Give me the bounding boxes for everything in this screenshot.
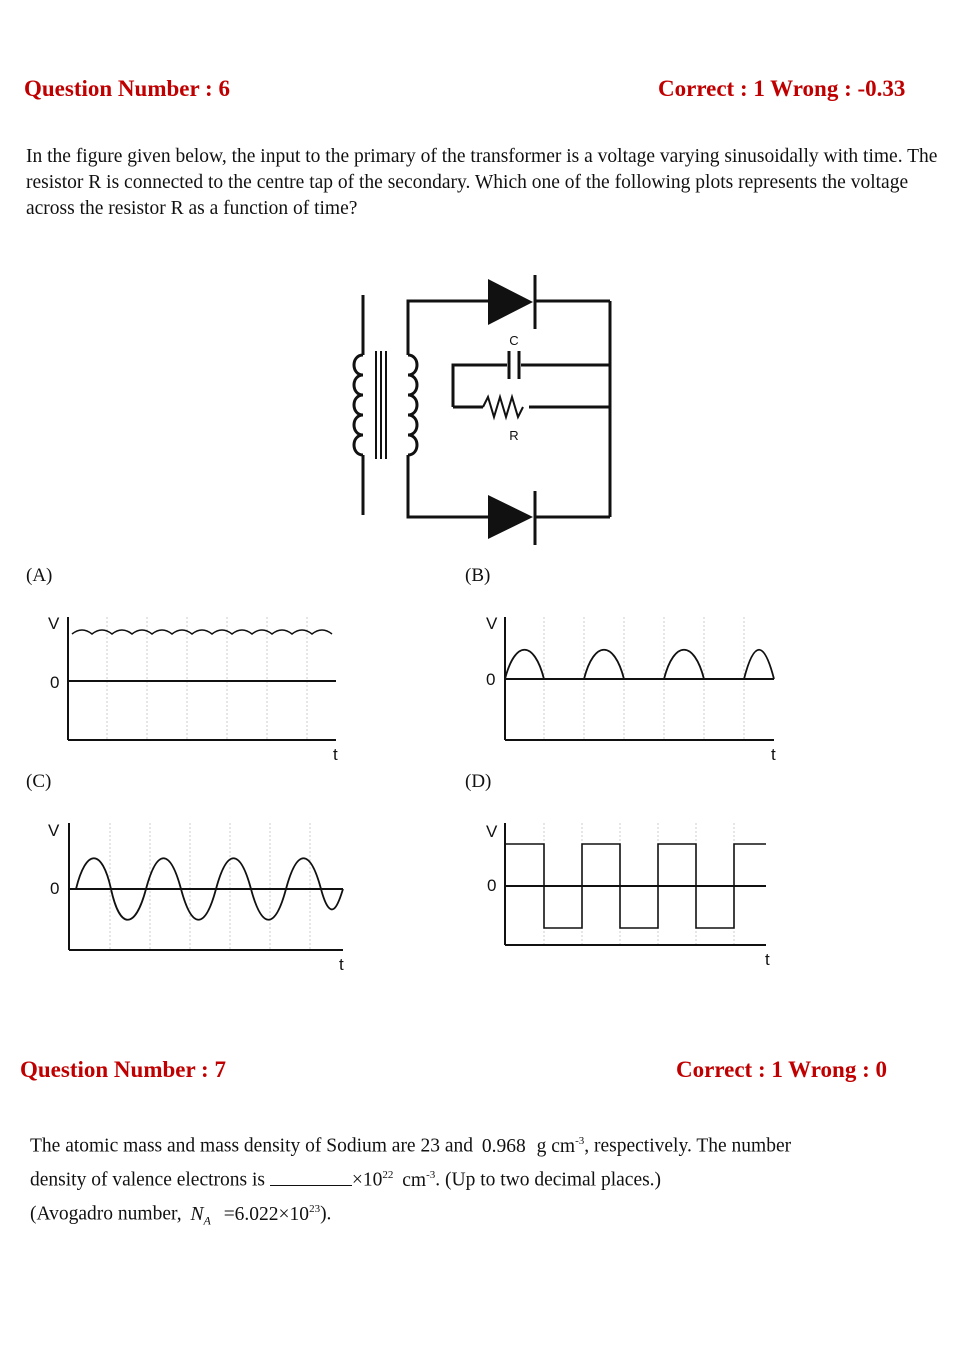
- q7-line-2: [30, 1162, 945, 1194]
- q7-line3-end: ).: [320, 1203, 332, 1225]
- option-b-label[interactable]: (B): [465, 565, 491, 586]
- q7-density-value: 0.968: [481, 1135, 526, 1157]
- q7-avogadro-label: (Avogadro number,: [30, 1203, 182, 1225]
- q6-number: Question Number : 6: [24, 76, 230, 101]
- q7-line1-text: The atomic mass and mass density of Sodium are 23 and: [30, 1135, 473, 1157]
- plot-b-t-label: t: [771, 745, 776, 764]
- q7-line-1: [30, 1128, 945, 1160]
- q7-line-3: [30, 1196, 945, 1233]
- q7-line1-end: , respectively. The number: [584, 1135, 792, 1157]
- q6-marks: Correct : 1 Wrong : -0.33: [658, 76, 906, 101]
- option-c-label[interactable]: (C): [26, 771, 52, 792]
- plot-c-zero-label: 0: [50, 879, 60, 898]
- q7-number: Question Number : 7: [20, 1057, 226, 1082]
- plot-d-v-label: V: [486, 822, 498, 841]
- q7-answer-blank[interactable]: [270, 1169, 352, 1186]
- q7-line2-text: density of valence electrons is: [30, 1169, 265, 1191]
- q7-density-unit: g cm: [536, 1135, 576, 1157]
- capacitor-label: C: [509, 333, 519, 348]
- plot-c-v-label: V: [48, 821, 60, 840]
- plot-a-v-label: V: [48, 614, 60, 633]
- q6-question-text: In the figure given below, the input to the primary of the transformer is a voltage varying sinusoidally with time. The resistor R is connected to the centre tap of the secondary. Which one of the following plots represents the voltage across the resistor R as a function of time?: [26, 146, 938, 219]
- resistor-label: R: [509, 428, 519, 443]
- q7-exponent-22: 22: [382, 1169, 394, 1181]
- plot-b-v-label: V: [486, 614, 498, 633]
- option-a-label[interactable]: (A): [26, 565, 53, 586]
- plot-d-zero-label: 0: [487, 876, 497, 895]
- transformer-circuit-diagram: [330, 265, 630, 560]
- q7-na-subscript: A: [203, 1213, 211, 1228]
- option-d-label[interactable]: (D): [465, 771, 492, 792]
- q7-unit-cm-exponent: -3: [426, 1169, 436, 1181]
- q7-times-ten: ×10: [351, 1169, 383, 1191]
- plot-b-zero-label: 0: [486, 670, 496, 689]
- plot-a-zero-label: 0: [50, 673, 60, 692]
- plot-d-square-wave[interactable]: [498, 818, 788, 953]
- q7-na-value: =6.022×10: [223, 1203, 310, 1225]
- plot-a-t-label: t: [333, 745, 338, 764]
- q7-marks: Correct : 1 Wrong : 0: [676, 1057, 888, 1082]
- q7-unit-cm: cm: [402, 1169, 427, 1191]
- q7-exponent-23: 23: [309, 1203, 321, 1215]
- plot-c-sine-wave[interactable]: [60, 818, 350, 958]
- q7-density-exponent: -3: [575, 1135, 585, 1147]
- plot-a-ripple-dc[interactable]: [60, 612, 350, 747]
- q7-na-symbol: N: [190, 1203, 204, 1225]
- plot-c-t-label: t: [339, 955, 344, 974]
- plot-b-half-wave[interactable]: [498, 612, 788, 747]
- q7-line2-end: . (Up to two decimal places.): [435, 1169, 662, 1191]
- plot-d-t-label: t: [765, 950, 770, 969]
